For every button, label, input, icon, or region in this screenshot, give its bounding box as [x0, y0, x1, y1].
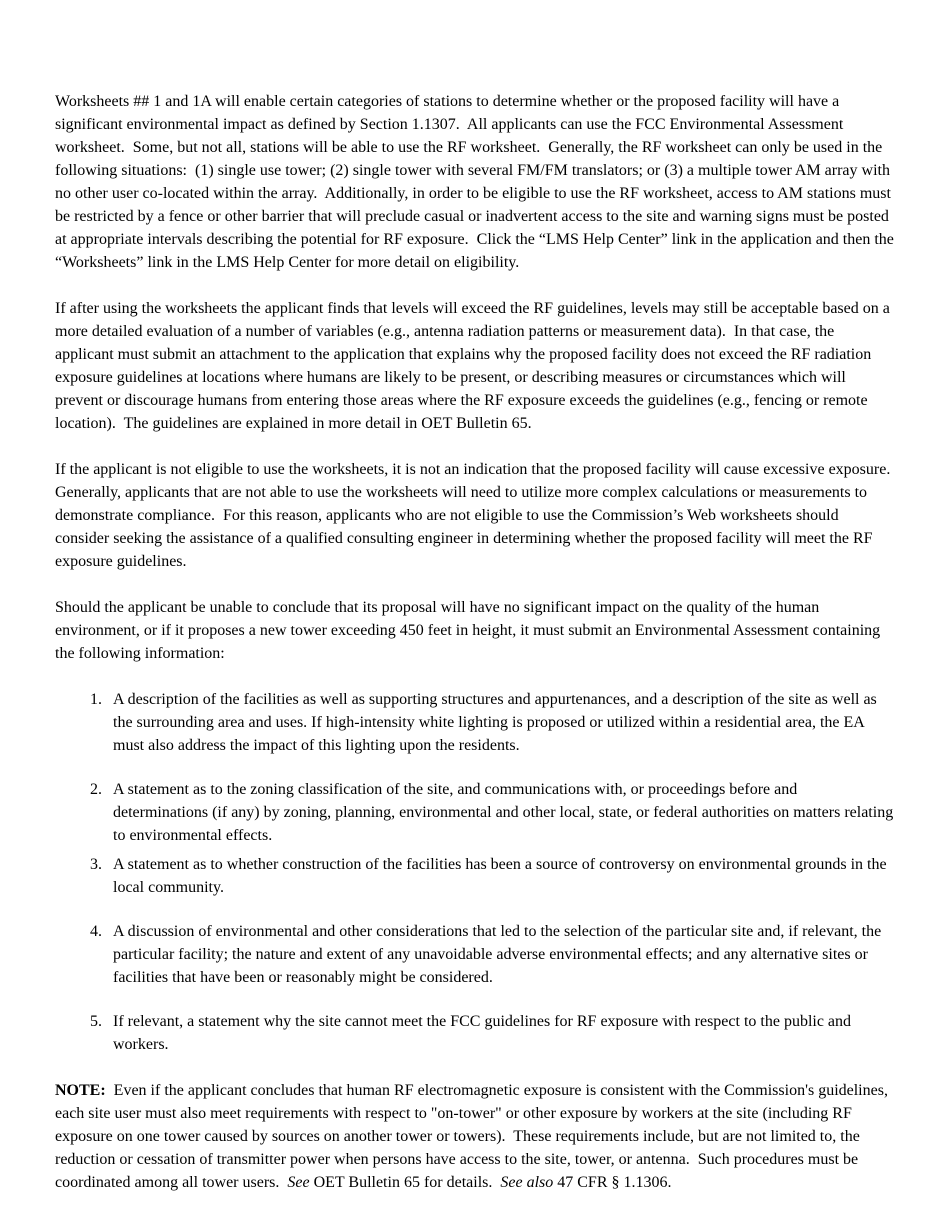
list-item-number: 4. — [90, 923, 102, 940]
note-see-also-text: 47 CFR § 1.1306. — [553, 1174, 672, 1191]
list-item-number: 1. — [90, 691, 102, 708]
list-item-text: A statement as to whether construction of the facilities has been a source of controversy on environmental grounds in the local community. — [113, 856, 891, 896]
list-item-number: 3. — [90, 856, 102, 873]
paragraph-rf-guidelines-exceed: If after using the worksheets the applicant finds that levels will exceed the RF guidelines, levels may still be acceptable based on a more detailed evaluation of a number of variables (e.g., antenna radiation patterns or measurement data). In that case, the applicant must submit an attachment to the application that explains why the proposed facility does not exceed the RF radiation exposure guidelines at locations where humans are likely to be present, or describing measures or circumstances which will prevent or discourage humans from entering those areas where the RF exposure exceeds the guidelines (e.g., fencing or remote location). The guidelines are explained in more detail in OET Bulletin 65. — [55, 300, 894, 432]
list-item-text: A description of the facilities as well as supporting structures and appurtenances, and a description of the site as well as the surrounding area and uses. If high-intensity white lighting is proposed or utilized within a residential area, the EA must also address the impact of this lighting upon the residents. — [113, 691, 881, 754]
note-see-also-ref: See also — [500, 1174, 554, 1191]
list-item — [90, 688, 895, 757]
list-item-text: A statement as to the zoning classification of the site, and communications with, or proceedings before and determinations (if any) by zoning, planning, environmental and other local, state, or federal authorities on matters relating to environmental effects. — [113, 781, 898, 844]
list-item — [90, 778, 898, 847]
note-body: Even if the applicant concludes that human RF electromagnetic exposure is consistent with the Commission's guidelines, each site user must also meet requirements with respect to "on-tower" or other exposure by workers at the site (including RF exposure on one tower caused by sources on another tower or towers). These requirements include, but are not limited to, the reduction or cessation of transmitter power when persons have access to the site, tower, or antenna. Such procedures must be coordinated among all tower users. — [55, 1082, 892, 1191]
list-item — [90, 853, 895, 899]
list-item-text: A discussion of environmental and other considerations that led to the selection of the particular site and, if relevant, the particular facility; the nature and extent of any unavoidable adverse environmental effects; and any alternative sites or facilities that have been or reasonably might be considered. — [113, 923, 886, 986]
paragraph-worksheets-intro: Worksheets ## 1 and 1A will enable certain categories of stations to determine whether or the proposed facility will have a significant environmental impact as defined by Section 1.1307. All applicants can use the FCC Environmental Assessment worksheet. Some, but not all, stations will be able to use the RF worksheet. Generally, the RF worksheet can only be used in the following situations: (1) single use tower; (2) single tower with several FM/FM translators; or (3) a multiple tower AM array with no other user co-located within the array. Additionally, in order to be eligible to use the RF worksheet, access to AM stations must be restricted by a fence or other barrier that will preclude casual or inadvertent access to the site and warning signs must be posted at appropriate intervals describing the potential for RF exposure. Click the “LMS Help Center” link in the application and then the “Worksheets” link in the LMS Help Center for more detail on eligibility. — [55, 93, 898, 271]
ea-requirements-list — [90, 688, 898, 1056]
list-item — [90, 1010, 895, 1056]
note-paragraph — [55, 1079, 895, 1194]
paragraph-not-eligible: If the applicant is not eligible to use the worksheets, it is not an indication that the proposed facility will cause excessive exposure. Generally, applicants that are not able to use the worksheets will need to utilize more complex calculations or measurements to demonstrate compliance. For this reason, applicants who are not eligible to use the Commission’s Web worksheets should consider seeking the assistance of a qualified consulting engineer in determining whether the proposed facility will meet the RF exposure guidelines. — [55, 461, 899, 570]
list-item — [90, 920, 895, 989]
list-item-number: 2. — [90, 781, 102, 798]
note-see-ref: See — [287, 1174, 310, 1191]
list-item-number: 5. — [90, 1013, 102, 1030]
paragraph-ea-required: Should the applicant be unable to conclude that its proposal will have no significant impact on the quality of the human environment, or if it proposes a new tower exceeding 450 feet in height, it must submit an Environmental Assessment containing the following information: — [55, 599, 885, 662]
note-see-text: OET Bulletin 65 for details. — [309, 1174, 501, 1191]
note-label: NOTE: — [55, 1082, 106, 1099]
list-item-text: If relevant, a statement why the site cannot meet the FCC guidelines for RF exposure with respect to the public and workers. — [113, 1013, 856, 1053]
